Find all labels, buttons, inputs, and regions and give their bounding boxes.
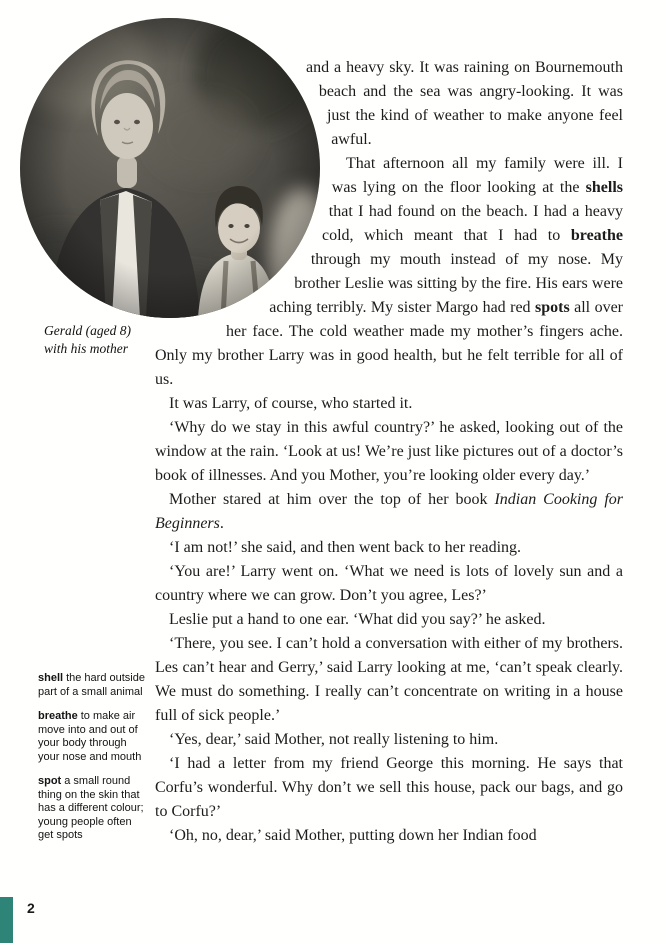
glossary bbox=[38, 672, 146, 854]
glossary-definition: the hard outside part of a small animal bbox=[38, 672, 145, 698]
paragraph: It was Larry, of course, who started it. bbox=[169, 395, 413, 412]
paragraph: Mother stared at him over the top of her book Indian Cooking for Beginners. bbox=[155, 491, 624, 532]
photo-caption-line2: with his mother bbox=[44, 340, 129, 356]
glossary-entry bbox=[38, 672, 146, 699]
page-number: 2 bbox=[27, 900, 35, 916]
glossary-entry bbox=[38, 710, 146, 764]
paragraph: ‘I am not!’ she said, and then went back to her reading. bbox=[169, 539, 522, 556]
paragraph: Leslie put a hand to one ear. ‘What did you say?’ he asked. bbox=[169, 611, 546, 628]
paragraph: ‘Why do we stay in this awful country?’ he asked, looking out of the window at the rain. ‘Look at us! We’re just like pictures out of a doctor’s book of illnesses. And you Mother, you’re looking older every day.’ bbox=[155, 419, 623, 484]
paragraph: ‘You are!’ Larry went on. ‘What we need is lots of lovely sun and a country where we can grow. Don’t you agree, Les?’ bbox=[155, 563, 623, 604]
photo-caption-line1: Gerald (aged 8) bbox=[44, 323, 131, 338]
glossary-term: breathe bbox=[38, 710, 78, 722]
glossary-definition: to make air move into and out of your body through your nose and mouth bbox=[38, 710, 142, 763]
glossary-term: shell bbox=[38, 672, 64, 684]
story-text bbox=[155, 56, 623, 848]
photo-caption bbox=[44, 322, 169, 357]
paragraph: ‘Oh, no, dear,’ said Mother, putting down her Indian food bbox=[169, 827, 537, 844]
paragraph: and a heavy sky. It was raining on Bournemouth beach and the sea was angry-looking. It was just the kind of weather to make anyone feel awful. bbox=[306, 59, 623, 148]
paragraph: ‘Yes, dear,’ said Mother, not really listening to him. bbox=[169, 731, 499, 748]
glossary-term: spot bbox=[38, 775, 62, 787]
glossary-definition: a small round thing on the skin that has a different colour; young people often get spots bbox=[38, 775, 144, 841]
paragraph: That afternoon all my family were ill. I was lying on the floor looking at the shells that I had found on the beach. I had a heavy cold, which meant that I had to breathe through my mouth instead of my nose. My brother Leslie was sitting by the fire. His ears were aching terribly. My sister Margo had red spots all over her face. The cold weather made my mother’s fingers ache. Only my brother Larry was in good health, but he felt terrible for all of us. bbox=[155, 155, 623, 388]
paragraph: ‘There, you see. I can’t hold a conversation with either of my brothers. Les can’t hear and Gerry,’ said Larry looking at me, ‘can’t speak clearly. We must do something. I really can’t concentrate on writing in a house full of sick people.’ bbox=[155, 635, 623, 724]
glossary-entry bbox=[38, 775, 146, 843]
accent-bar bbox=[0, 897, 13, 943]
paragraph: ‘I had a letter from my friend George this morning. He says that Corfu’s wonderful. Why don’t we sell this house, pack our bags, and go to Corfu?’ bbox=[155, 755, 623, 820]
